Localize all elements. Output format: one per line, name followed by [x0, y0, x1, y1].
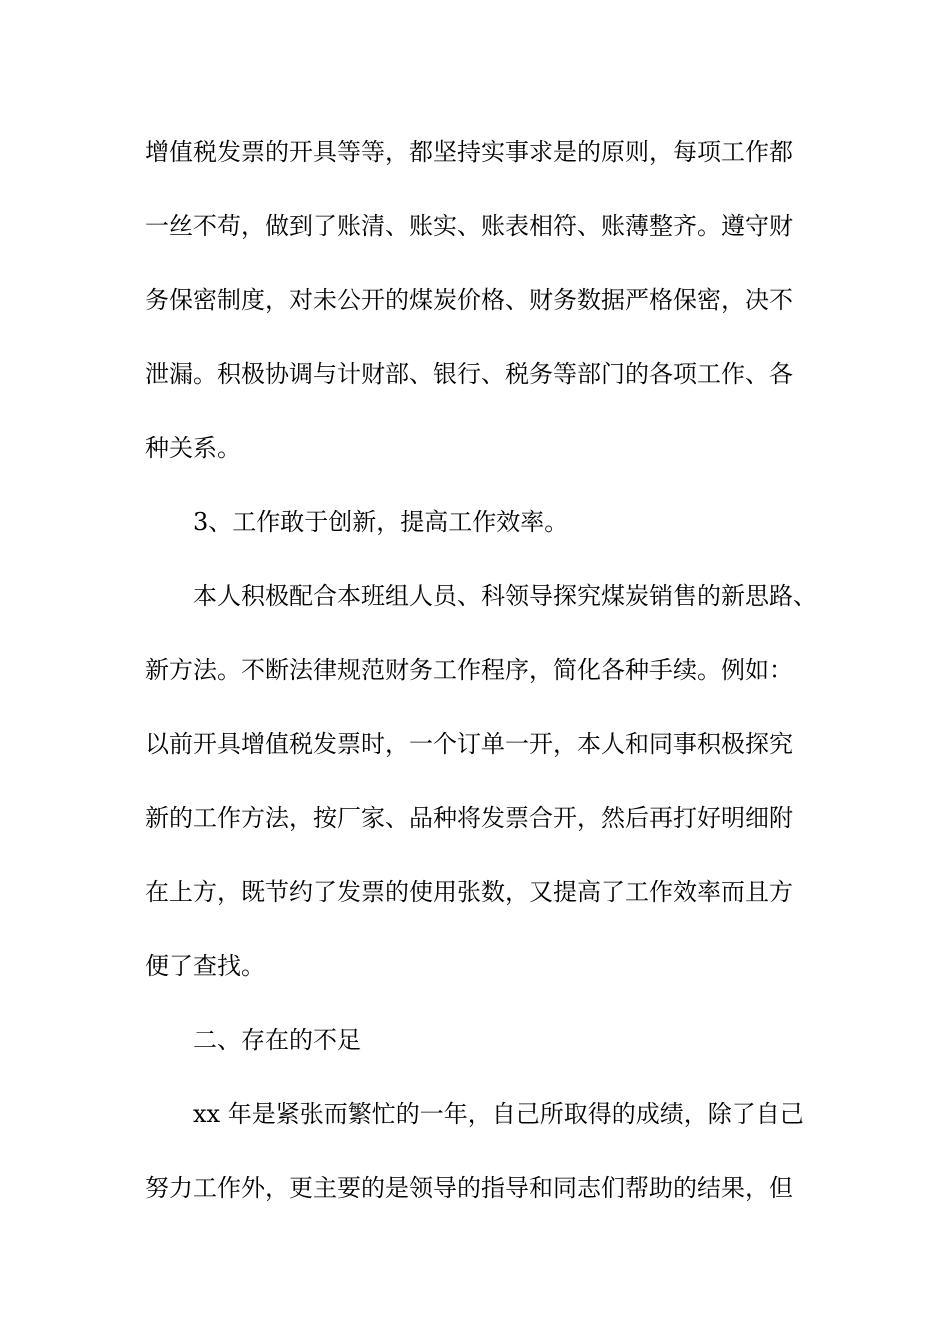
paragraph-start: xx 年是紧张而繁忙的一年，自己所取得的成绩，除了自己 [193, 1100, 804, 1128]
text-line: 新方法。不断法律规范财务工作程序，简化各种手续。例如： [145, 656, 793, 684]
section-heading-3: 3、工作敢于创新，提高工作效率。 [193, 508, 569, 536]
paragraph-start: 本人积极配合本班组人员、科领导探究煤炭销售的新思路、 [193, 582, 817, 610]
text-line: 努力工作外，更主要的是领导的指导和同志们帮助的结果，但 [145, 1174, 793, 1202]
text-line: 务保密制度，对未公开的煤炭价格、财务数据严格保密，决不 [145, 286, 793, 314]
section-heading-2: 二、存在的不足 [193, 1026, 361, 1054]
text-line: 新的工作方法，按厂家、品种将发票合开，然后再打好明细附 [145, 804, 793, 832]
text-line: 增值税发票的开具等等，都坚持实事求是的原则，每项工作都 [145, 138, 793, 166]
text-line: 种关系。 [145, 434, 241, 462]
text-line: 便了查找。 [145, 952, 265, 980]
text-line: 泄漏。积极协调与计财部、银行、税务等部门的各项工作、各 [145, 360, 793, 388]
text-line: 在上方，既节约了发票的使用张数，又提高了工作效率而且方 [145, 878, 793, 906]
text-line: 一丝不苟，做到了账清、账实、账表相符、账薄整齐。遵守财 [145, 212, 793, 240]
document-body [145, 130, 825, 1240]
text-line: 以前开具增值税发票时，一个订单一开，本人和同事积极探究 [145, 730, 793, 758]
